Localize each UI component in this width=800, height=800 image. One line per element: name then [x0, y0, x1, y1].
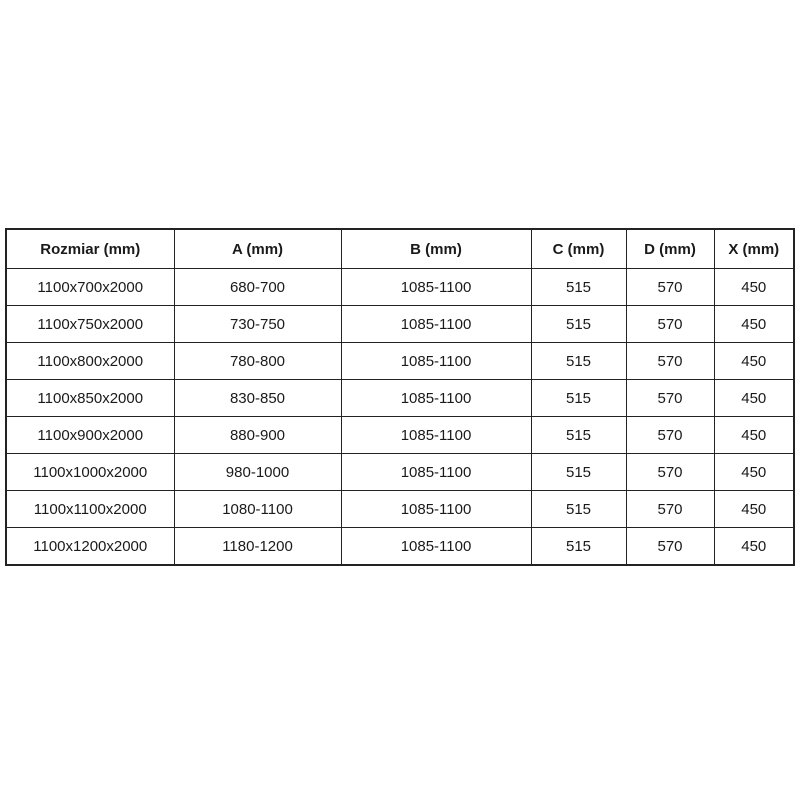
table-cell-c: 515	[531, 454, 626, 491]
table-body	[6, 269, 794, 566]
table-cell-x: 450	[714, 491, 794, 528]
table-cell-c: 515	[531, 417, 626, 454]
table-cell-a: 880-900	[174, 417, 341, 454]
table-cell-x: 450	[714, 380, 794, 417]
table-cell-c: 515	[531, 491, 626, 528]
table-cell-b: 1085-1100	[341, 380, 531, 417]
table-cell-b: 1085-1100	[341, 269, 531, 306]
table-cell-x: 450	[714, 528, 794, 566]
table-cell-rozmiar: 1100x900x2000	[6, 417, 174, 454]
table-cell-d: 570	[626, 306, 714, 343]
table-cell-b: 1085-1100	[341, 454, 531, 491]
table-cell-rozmiar: 1100x700x2000	[6, 269, 174, 306]
table-cell-d: 570	[626, 269, 714, 306]
table-cell-b: 1085-1100	[341, 417, 531, 454]
table-cell-b: 1085-1100	[341, 491, 531, 528]
table-cell-x: 450	[714, 417, 794, 454]
table-cell-x: 450	[714, 343, 794, 380]
table-cell-d: 570	[626, 528, 714, 566]
table-cell-d: 570	[626, 380, 714, 417]
table-cell-x: 450	[714, 269, 794, 306]
table-cell-a: 730-750	[174, 306, 341, 343]
size-spec-table-container	[5, 228, 795, 566]
table-cell-a: 1180-1200	[174, 528, 341, 566]
table-cell-a: 980-1000	[174, 454, 341, 491]
table-row	[6, 343, 794, 380]
table-row	[6, 380, 794, 417]
table-cell-rozmiar: 1100x850x2000	[6, 380, 174, 417]
header-row	[6, 229, 794, 269]
column-header-d: D (mm)	[626, 229, 714, 269]
table-cell-b: 1085-1100	[341, 528, 531, 566]
column-header-a: A (mm)	[174, 229, 341, 269]
table-cell-d: 570	[626, 417, 714, 454]
table-cell-b: 1085-1100	[341, 306, 531, 343]
column-header-rozmiar: Rozmiar (mm)	[6, 229, 174, 269]
column-header-x: X (mm)	[714, 229, 794, 269]
table-cell-b: 1085-1100	[341, 343, 531, 380]
table-cell-x: 450	[714, 306, 794, 343]
table-cell-c: 515	[531, 306, 626, 343]
table-cell-rozmiar: 1100x1000x2000	[6, 454, 174, 491]
table-cell-c: 515	[531, 380, 626, 417]
table-cell-c: 515	[531, 269, 626, 306]
table-cell-rozmiar: 1100x800x2000	[6, 343, 174, 380]
column-header-c: C (mm)	[531, 229, 626, 269]
table-cell-rozmiar: 1100x750x2000	[6, 306, 174, 343]
table-row	[6, 269, 794, 306]
table-cell-rozmiar: 1100x1200x2000	[6, 528, 174, 566]
table-cell-rozmiar: 1100x1100x2000	[6, 491, 174, 528]
column-header-b: B (mm)	[341, 229, 531, 269]
table-row	[6, 528, 794, 566]
table-row	[6, 417, 794, 454]
table-row	[6, 306, 794, 343]
size-spec-table	[5, 228, 795, 566]
table-cell-c: 515	[531, 343, 626, 380]
table-cell-a: 680-700	[174, 269, 341, 306]
table-row	[6, 454, 794, 491]
table-cell-x: 450	[714, 454, 794, 491]
table-cell-a: 830-850	[174, 380, 341, 417]
table-cell-a: 780-800	[174, 343, 341, 380]
table-cell-d: 570	[626, 491, 714, 528]
table-row	[6, 491, 794, 528]
table-cell-c: 515	[531, 528, 626, 566]
table-cell-d: 570	[626, 454, 714, 491]
table-cell-a: 1080-1100	[174, 491, 341, 528]
table-cell-d: 570	[626, 343, 714, 380]
